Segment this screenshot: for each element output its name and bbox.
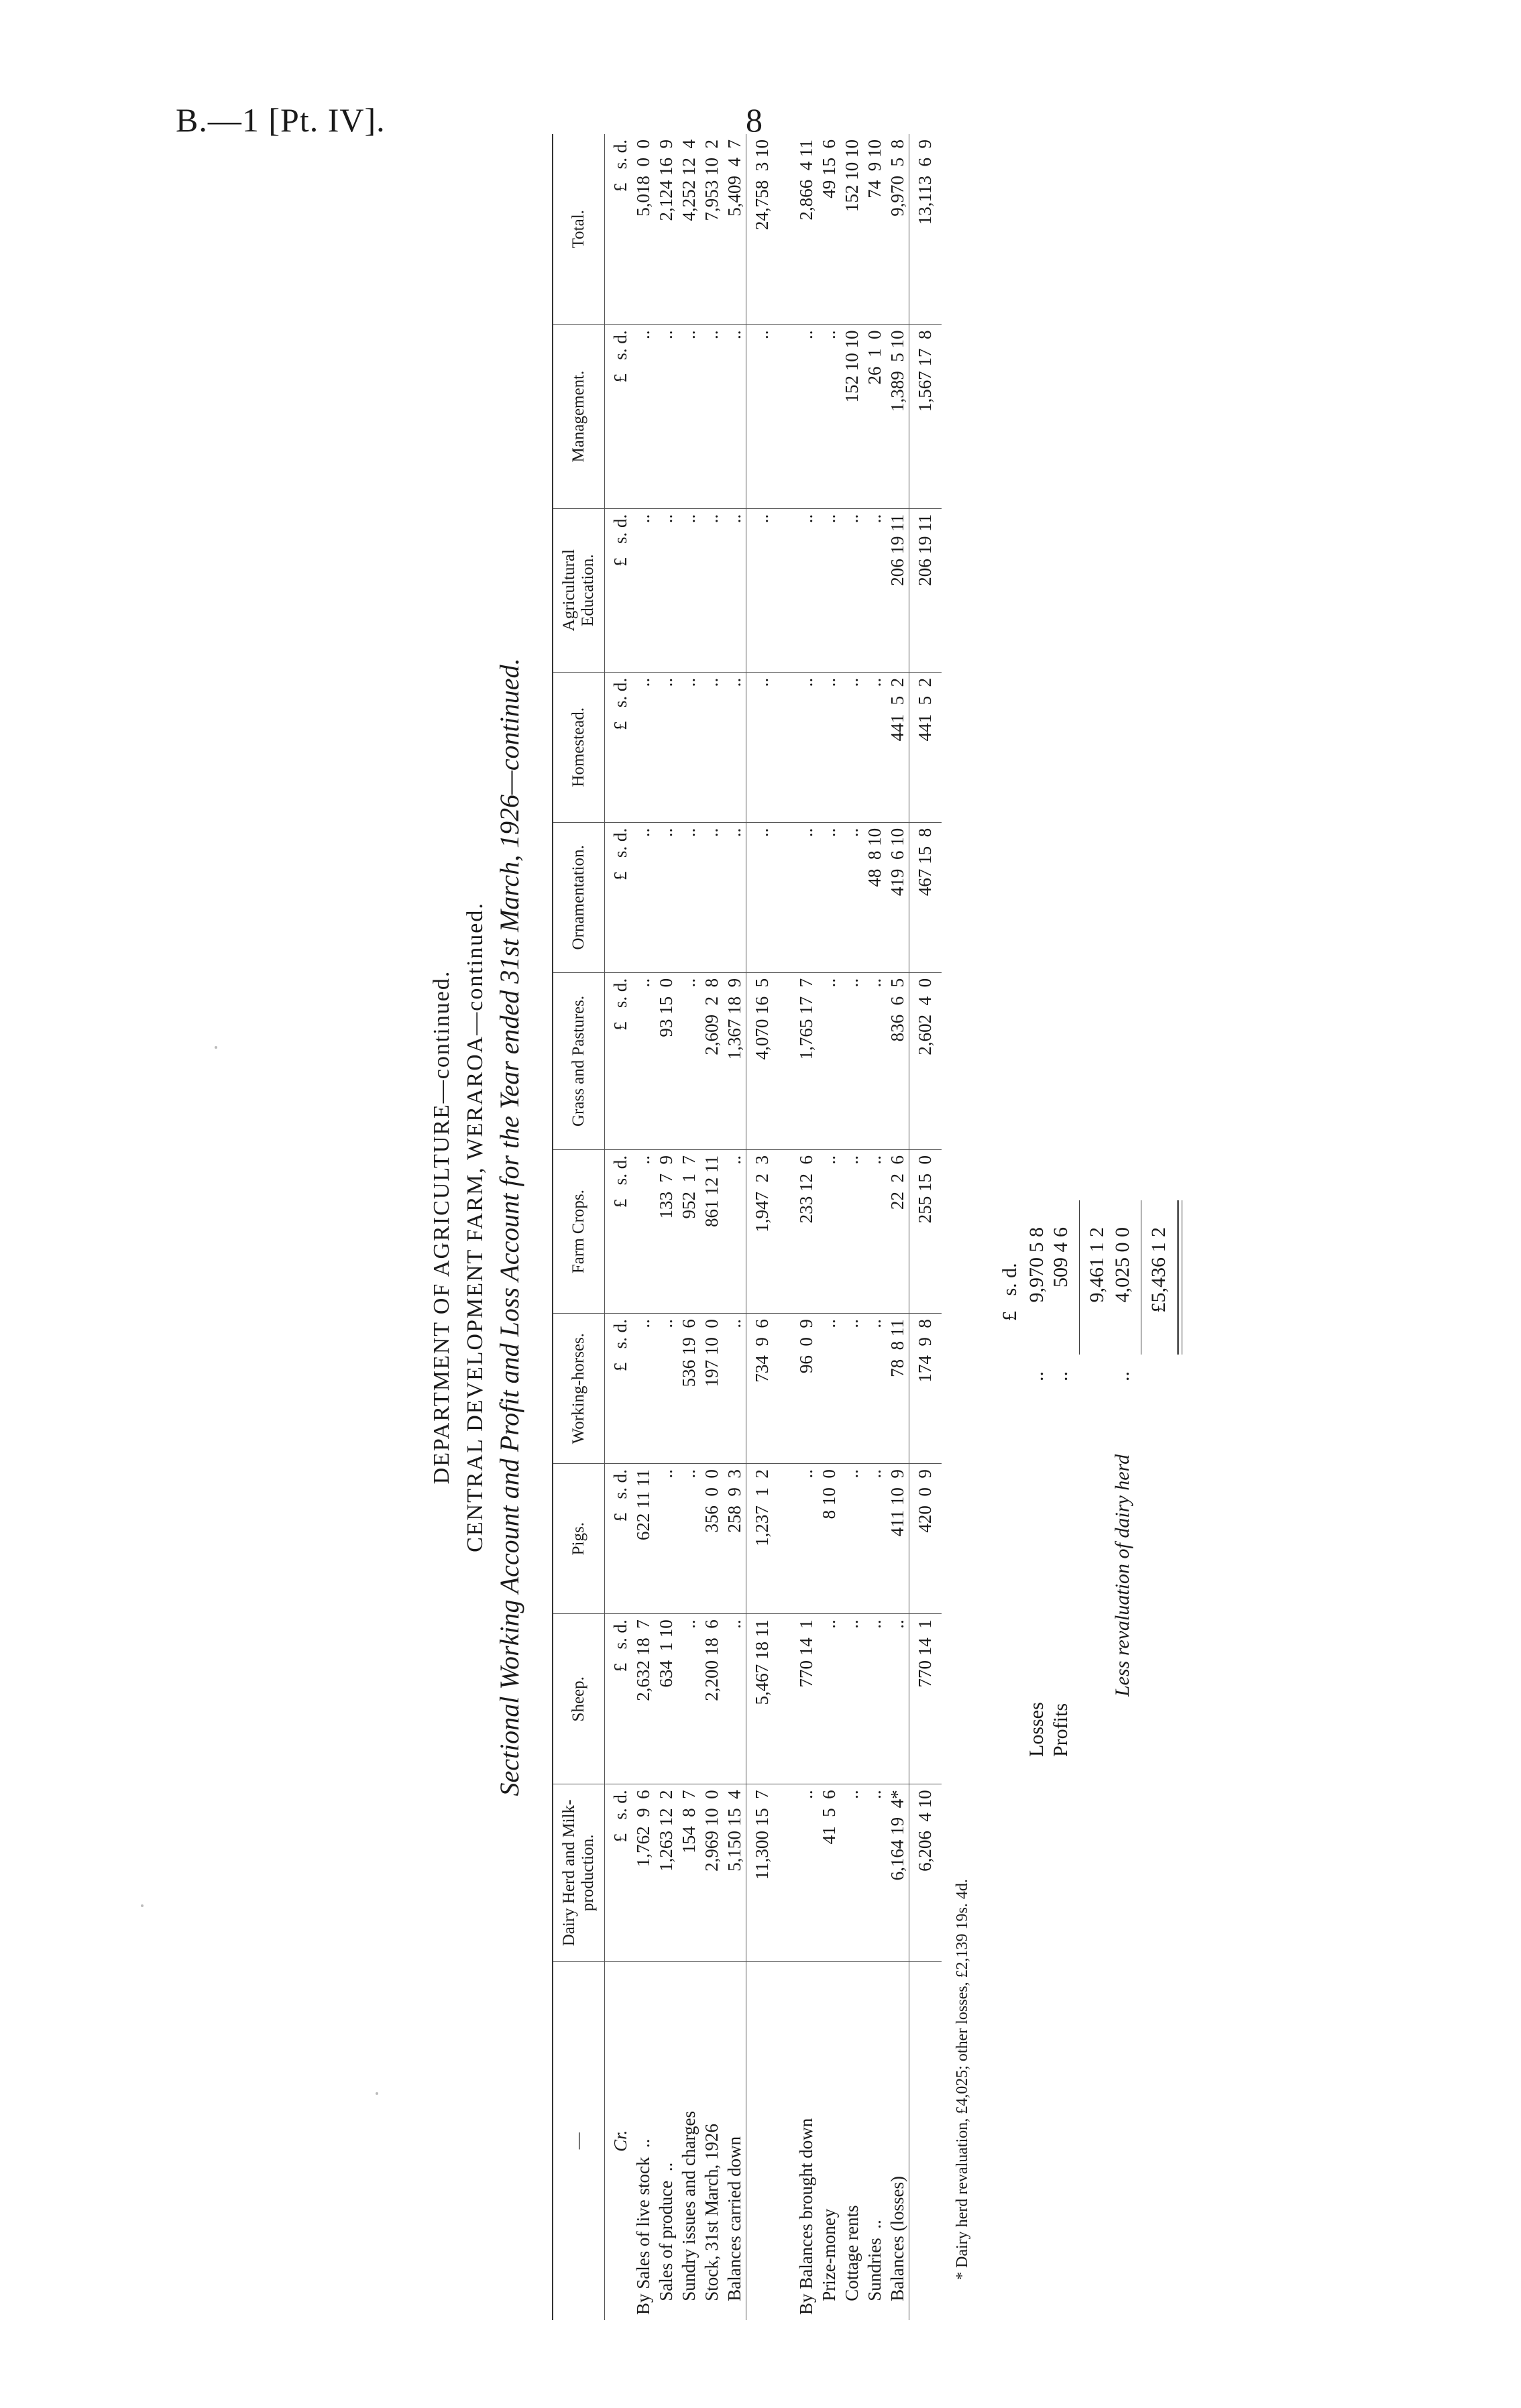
cell-grass-pastures: .. — [863, 972, 886, 1149]
cell-working-horses: .. — [818, 1314, 840, 1464]
cell-farm-crops: .. — [840, 1150, 863, 1314]
cell-management: .. — [723, 325, 746, 508]
cell-grass-pastures: 1,367 18 9 — [723, 972, 746, 1149]
cell-farm-crops: .. — [723, 1150, 746, 1314]
net-value: £5,436 1 2 — [1147, 1227, 1170, 1313]
col-header-agricultural-education: Agricultural Education. — [553, 508, 605, 672]
cell-total: 24,758 3 10 — [746, 134, 778, 325]
row-label: Balances (losses) — [887, 2176, 907, 2315]
account-table — [552, 134, 942, 2320]
subtotal-value: 9,461 1 2 — [1086, 1227, 1108, 1303]
table-row — [863, 134, 886, 2320]
row-label: Stock, 31st March, 1926 — [701, 2124, 722, 2315]
cell-management: 1,389 5 10 — [886, 325, 909, 508]
table-row — [886, 134, 909, 2320]
cell-working-horses: 536 19 6 — [677, 1314, 700, 1464]
cell-agricultural-education: .. — [818, 508, 840, 672]
double-rule — [1177, 1200, 1182, 1355]
cell-grass-pastures: 2,609 2 8 — [700, 972, 723, 1149]
cell-grass-pastures: .. — [677, 972, 700, 1149]
units-cell: £ s. d. — [605, 134, 632, 325]
cell-pigs: .. — [840, 1464, 863, 1614]
cell-farm-crops: .. — [863, 1150, 886, 1314]
rule — [1079, 1200, 1080, 1355]
spacer-cell — [777, 1961, 795, 2320]
units-cell: £ s. d. — [605, 672, 632, 822]
cell-dairy: 6,164 19 4* — [886, 1784, 909, 1961]
losses-label: Losses — [1025, 1702, 1048, 1757]
cell-total: 4,252 12 4 — [677, 134, 700, 325]
cell-pigs: 420 0 9 — [909, 1464, 942, 1614]
cell-dairy: 41 5 6 — [818, 1784, 840, 1961]
cell-total: 74 9 10 — [863, 134, 886, 325]
cell-management: .. — [746, 325, 778, 508]
spacer-cell — [777, 1314, 795, 1464]
cell-agricultural-education: .. — [700, 508, 723, 672]
cell-farm-crops: 952 1 7 — [677, 1150, 700, 1314]
col-header-farm-crops: Farm Crops. — [553, 1150, 605, 1314]
cell-grass-pastures: 4,070 16 5 — [746, 972, 778, 1149]
cell-total: 9,970 5 8 — [886, 134, 909, 325]
cell-agricultural-education: .. — [863, 508, 886, 672]
cell-total: 5,409 4 7 — [723, 134, 746, 325]
row-label: Cottage rents — [842, 2205, 862, 2315]
profits-value: 509 4 6 — [1050, 1227, 1072, 1287]
cell-farm-crops: .. — [632, 1150, 655, 1314]
corner-header: — — [553, 1961, 605, 2320]
units-cell: £ s. d. — [605, 1314, 632, 1464]
row-label: Sundry issues and charges — [679, 2111, 699, 2315]
row-label — [909, 1961, 942, 2320]
cell-total: 49 15 6 — [818, 134, 840, 325]
cell-dairy: 6,206 4 10 — [909, 1784, 942, 1961]
cell-sheep: .. — [886, 1614, 909, 1784]
units-cell: £ s. d. — [605, 1464, 632, 1614]
cell-pigs: .. — [863, 1464, 886, 1614]
spacer-cell — [777, 1150, 795, 1314]
final-total-row — [909, 134, 942, 2320]
footnote: * Dairy herd revaluation, £4,025; other losses, £2,139 19s. 4d. — [954, 1879, 971, 2280]
cell-agricultural-education: 206 19 11 — [886, 508, 909, 672]
cell-grass-pastures: 836 6 5 — [886, 972, 909, 1149]
cell-sheep: .. — [723, 1614, 746, 1784]
cell-agricultural-education: 206 19 11 — [909, 508, 942, 672]
cell-farm-crops: 861 12 11 — [700, 1150, 723, 1314]
cell-ornamentation: .. — [818, 822, 840, 972]
department-title: DEPARTMENT OF AGRICULTURE—continued. — [429, 970, 454, 1485]
cell-homestead: .. — [632, 672, 655, 822]
cell-working-horses: .. — [723, 1314, 746, 1464]
cell-homestead: .. — [677, 672, 700, 822]
cell-grass-pastures: .. — [840, 972, 863, 1149]
col-header-pigs: Pigs. — [553, 1464, 605, 1614]
cell-homestead: 441 5 2 — [909, 672, 942, 822]
row-label: Prize-money — [819, 2208, 839, 2315]
cell-total: 2,866 4 11 — [795, 134, 818, 325]
cell-grass-pastures: 93 15 0 — [655, 972, 677, 1149]
col-header-total: Total. — [553, 134, 605, 325]
cell-sheep: 2,200 18 6 — [700, 1614, 723, 1784]
cell-grass-pastures: 1,765 17 7 — [795, 972, 818, 1149]
table-row — [840, 134, 863, 2320]
cell-sheep: 5,467 18 11 — [746, 1614, 778, 1784]
cell-pigs: .. — [795, 1464, 818, 1614]
cell-working-horses: 734 9 6 — [746, 1314, 778, 1464]
cell-management: .. — [818, 325, 840, 508]
cell-ornamentation: 419 6 10 — [886, 822, 909, 972]
cell-total: 7,953 10 2 — [700, 134, 723, 325]
table-row — [677, 134, 700, 2320]
less-value: 4,025 0 0 — [1111, 1227, 1133, 1303]
cell-total: 2,124 16 9 — [655, 134, 677, 325]
cell-sheep: .. — [863, 1614, 886, 1784]
table-row — [723, 134, 746, 2320]
spacer-cell — [777, 672, 795, 822]
account-body — [605, 134, 942, 2320]
dots: .. — [1111, 1371, 1133, 1381]
spacer-cell — [777, 1784, 795, 1961]
spacer-cell — [777, 508, 795, 672]
header-row — [553, 134, 605, 2320]
row-label: Sales of produce .. — [656, 2162, 676, 2315]
cell-agricultural-education: .. — [677, 508, 700, 672]
cell-sheep: .. — [840, 1614, 863, 1784]
scan-speck — [141, 1904, 144, 1907]
spacer-cell — [777, 134, 795, 325]
cell-farm-crops: 22 2 6 — [886, 1150, 909, 1314]
cell-farm-crops: 255 15 0 — [909, 1150, 942, 1314]
cell-working-horses: 96 0 9 — [795, 1314, 818, 1464]
cell-homestead: .. — [863, 672, 886, 822]
cell-ornamentation: .. — [746, 822, 778, 972]
cell-pigs: 411 10 9 — [886, 1464, 909, 1614]
cell-ornamentation: .. — [677, 822, 700, 972]
cell-agricultural-education: .. — [655, 508, 677, 672]
cell-pigs: 622 11 11 — [632, 1464, 655, 1614]
cell-dairy: 5,150 15 4 — [723, 1784, 746, 1961]
table-row — [795, 134, 818, 2320]
cell-homestead: .. — [746, 672, 778, 822]
spacer-cell — [777, 1464, 795, 1614]
units-cell: £ s. d. — [605, 508, 632, 672]
cell-dairy: .. — [863, 1784, 886, 1961]
scan-speck — [215, 1046, 217, 1049]
spacer-cell — [777, 972, 795, 1149]
units-cell: £ s. d. — [605, 972, 632, 1149]
col-header-homestead: Homestead. — [553, 672, 605, 822]
cell-dairy: 2,969 10 0 — [700, 1784, 723, 1961]
dots: .. — [1025, 1371, 1048, 1381]
units-cell: £ s. d. — [605, 1784, 632, 1961]
profits-label: Profits — [1050, 1703, 1072, 1757]
cell-agricultural-education: .. — [795, 508, 818, 672]
cell-ornamentation: .. — [632, 822, 655, 972]
col-header-ornamentation: Ornamentation. — [553, 822, 605, 972]
cell-working-horses: .. — [632, 1314, 655, 1464]
profit-loss-summary — [999, 134, 1280, 2320]
cell-homestead: .. — [840, 672, 863, 822]
rotated-page-content — [376, 134, 1382, 2320]
cell-management: .. — [677, 325, 700, 508]
cell-management: .. — [700, 325, 723, 508]
cell-ornamentation: .. — [795, 822, 818, 972]
cell-management: 152 10 10 — [840, 325, 863, 508]
cell-management: .. — [632, 325, 655, 508]
cell-agricultural-education: .. — [746, 508, 778, 672]
farm-title: CENTRAL DEVELOPMENT FARM, WERAROA—continued. — [463, 902, 488, 1552]
col-header-dairy: Dairy Herd and Milk-production. — [553, 1784, 605, 1961]
cell-pigs: .. — [677, 1464, 700, 1614]
col-header-management: Management. — [553, 325, 605, 508]
table-row — [818, 134, 840, 2320]
cell-agricultural-education: .. — [632, 508, 655, 672]
cell-homestead: .. — [795, 672, 818, 822]
row-label: Balances carried down — [724, 2136, 744, 2315]
spacer-cell — [777, 1614, 795, 1784]
page-number: 8 — [746, 101, 763, 139]
cell-sheep: .. — [818, 1614, 840, 1784]
cell-working-horses: .. — [863, 1314, 886, 1464]
cell-homestead: .. — [655, 672, 677, 822]
cr-label: Cr. — [610, 2130, 630, 2152]
table-row — [655, 134, 677, 2320]
row-label: By Balances brought down — [796, 2118, 816, 2315]
row-label: By Sales of live stock .. — [633, 2138, 653, 2315]
cell-farm-crops: 133 7 9 — [655, 1150, 677, 1314]
units-cell: £ s. d. — [605, 1614, 632, 1784]
cell-grass-pastures: .. — [632, 972, 655, 1149]
units-row — [605, 134, 632, 2320]
cell-working-horses: 78 8 11 — [886, 1314, 909, 1464]
cell-total: 5,018 0 0 — [632, 134, 655, 325]
cell-dairy: 1,762 9 6 — [632, 1784, 655, 1961]
cell-working-horses: .. — [840, 1314, 863, 1464]
cell-working-horses: .. — [655, 1314, 677, 1464]
cell-dairy: .. — [840, 1784, 863, 1961]
cell-pigs: 258 9 3 — [723, 1464, 746, 1614]
row-label — [746, 1961, 778, 2320]
cell-ornamentation: 48 8 10 — [863, 822, 886, 972]
losses-value: 9,970 5 8 — [1025, 1227, 1048, 1303]
cell-homestead: .. — [700, 672, 723, 822]
less-label: Less revaluation of dairy herd — [1111, 1454, 1133, 1697]
table-row — [700, 134, 723, 2320]
cell-total: 13,113 6 9 — [909, 134, 942, 325]
cell-dairy: 154 8 7 — [677, 1784, 700, 1961]
cell-grass-pastures: .. — [818, 972, 840, 1149]
cell-sheep: 770 14 1 — [795, 1614, 818, 1784]
cell-management: 26 1 0 — [863, 325, 886, 508]
units-cell: £ s. d. — [605, 325, 632, 508]
cell-pigs: 1,237 1 2 — [746, 1464, 778, 1614]
row-label: Sundries .. — [864, 2220, 885, 2315]
cell-sheep: .. — [677, 1614, 700, 1784]
summary-units: £ s. d. — [999, 1263, 1021, 1321]
cell-dairy: 1,263 12 2 — [655, 1784, 677, 1961]
cell-dairy: .. — [795, 1784, 818, 1961]
spacer-cell — [777, 822, 795, 972]
cell-ornamentation: .. — [700, 822, 723, 972]
page-reference: B.—1 [Pt. IV]. — [176, 101, 386, 139]
table-row — [632, 134, 655, 2320]
cell-sheep: 634 1 10 — [655, 1614, 677, 1784]
scan-speck — [376, 2092, 378, 2095]
spacer-row — [777, 134, 795, 2320]
cell-agricultural-education: .. — [723, 508, 746, 672]
cell-homestead: .. — [818, 672, 840, 822]
total-row — [746, 134, 778, 2320]
cell-dairy: 11,300 15 7 — [746, 1784, 778, 1961]
cell-agricultural-education: .. — [840, 508, 863, 672]
cell-homestead: 441 5 2 — [886, 672, 909, 822]
cell-ornamentation: 467 15 8 — [909, 822, 942, 972]
dots: .. — [1050, 1371, 1072, 1381]
account-title: Sectional Working Account and Profit and Loss Account for the Year ended 31st March, 1926—continued. — [494, 658, 524, 1796]
cell-pigs: .. — [655, 1464, 677, 1614]
cell-farm-crops: .. — [818, 1150, 840, 1314]
units-cell: £ s. d. — [605, 822, 632, 972]
cell-farm-crops: 233 12 6 — [795, 1150, 818, 1314]
cell-farm-crops: 1,947 2 3 — [746, 1150, 778, 1314]
cell-pigs: 8 10 0 — [818, 1464, 840, 1614]
cell-homestead: .. — [723, 672, 746, 822]
cell-management: .. — [655, 325, 677, 508]
cell-sheep: 770 14 1 — [909, 1614, 942, 1784]
cell-management: .. — [795, 325, 818, 508]
cell-pigs: 356 0 0 — [700, 1464, 723, 1614]
cell-working-horses: 197 10 0 — [700, 1314, 723, 1464]
cell-working-horses: 174 9 8 — [909, 1314, 942, 1464]
cell-ornamentation: .. — [723, 822, 746, 972]
cell-management: 1,567 17 8 — [909, 325, 942, 508]
cell-grass-pastures: 2,602 4 0 — [909, 972, 942, 1149]
spacer-cell — [777, 325, 795, 508]
col-header-grass-pastures: Grass and Pastures. — [553, 972, 605, 1149]
cell-total: 152 10 10 — [840, 134, 863, 325]
col-header-sheep: Sheep. — [553, 1614, 605, 1784]
cell-sheep: 2,632 18 7 — [632, 1614, 655, 1784]
cell-ornamentation: .. — [655, 822, 677, 972]
units-cell: £ s. d. — [605, 1150, 632, 1314]
col-header-working-horses: Working-horses. — [553, 1314, 605, 1464]
cell-ornamentation: .. — [840, 822, 863, 972]
